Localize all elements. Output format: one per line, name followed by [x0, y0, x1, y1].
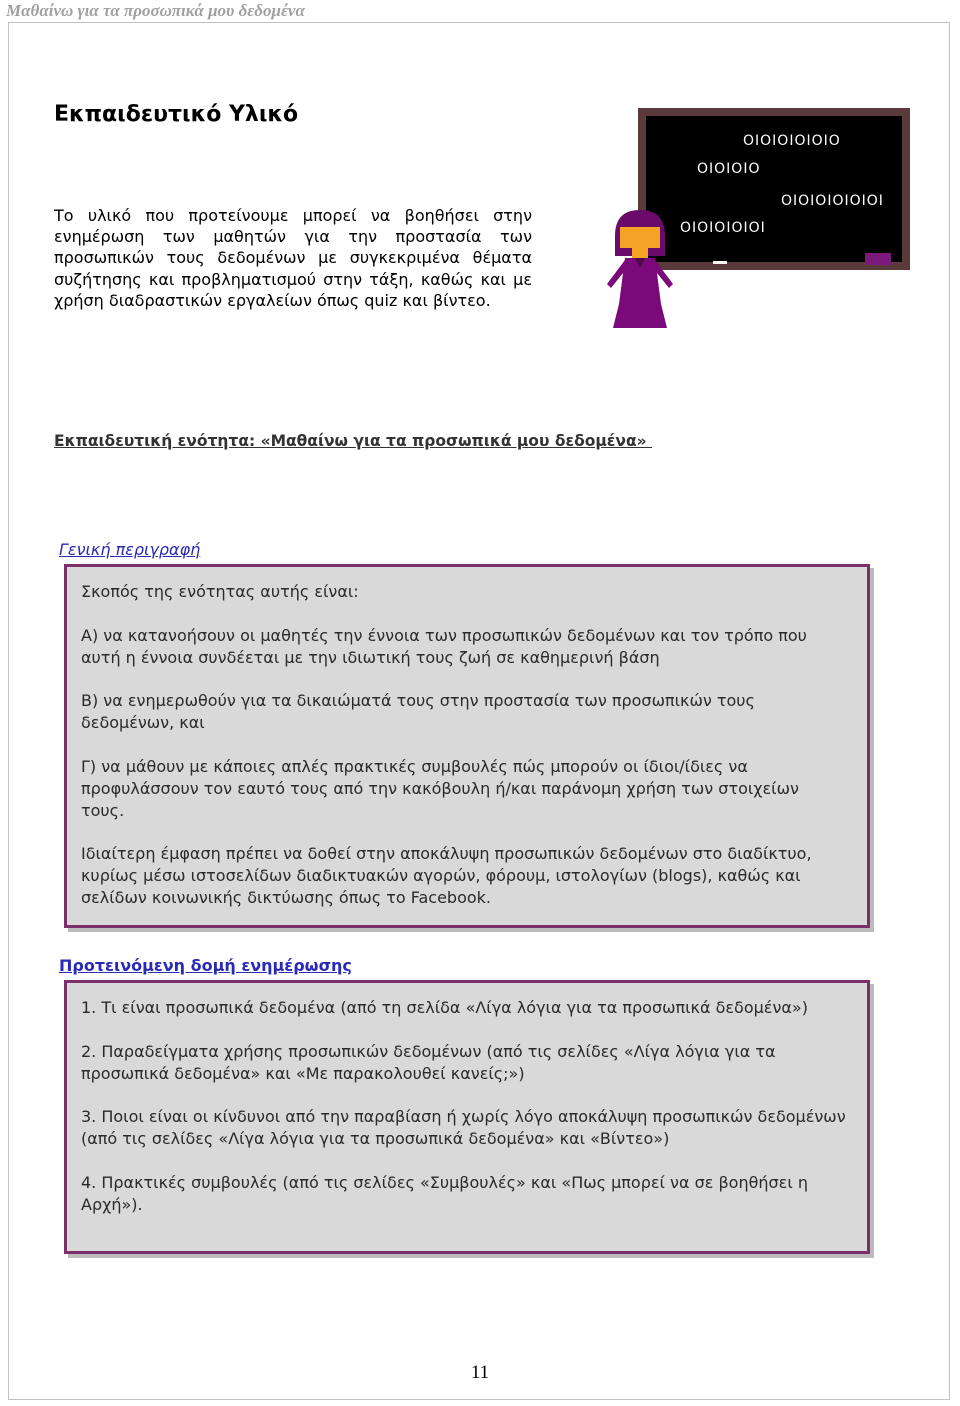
running-header: Μαθαίνω για τα προσωπικά μου δεδομένα: [6, 1, 305, 20]
page-number: 11: [470, 1362, 490, 1383]
structure-item-3: 3. Ποιοι είναι οι κίνδυνοι από την παραβίαση ή χωρίς λόγο αποκάλυψη προσωπικών δεδομένων (από τις σελίδες «Λίγα λόγια για τα προσωπικά δεδομένα» και «Βίντεο»): [81, 1107, 846, 1149]
chalk-mark: [713, 261, 727, 264]
page-title: Εκπαιδευτικό Υλικό: [54, 102, 299, 127]
eraser: [865, 253, 891, 265]
general-description-box: [64, 564, 870, 928]
suggested-structure-heading: Προτεινόμενη δομή ενημέρωσης: [59, 956, 352, 975]
purpose-a: Α) να κατανοήσουν οι μαθητές την έννοια των προσωπικών δεδομένων και τον τρόπο που αυτή η έννοια συνδέεται με την ιδιωτική τους ζωή σε καθημερινή βάση: [81, 625, 807, 667]
suggested-structure-box: [64, 980, 870, 1254]
structure-item-4: 4. Πρακτικές συμβουλές (από τις σελίδες «Συμβουλές» και «Πως μπορεί να σε βοηθήσει η Αρχή»).: [81, 1172, 808, 1214]
board-line-2: OIOIOIO: [697, 161, 761, 177]
purpose-intro: Σκοπός της ενότητας αυτής είναι:: [81, 582, 359, 601]
teacher-blackboard-illustration: [605, 108, 910, 334]
unit-title: Εκπαιδευτική ενότητα: «Μαθαίνω για τα προσωπικά μου δεδομένα»: [54, 432, 653, 450]
structure-item-2: 2. Παραδείγματα χρήσης προσωπικών δεδομένων (από τις σελίδες «Λίγα λόγια για τα προσωπικά δεδομένα» και «Με παρακολουθεί κανείς;»): [81, 1041, 776, 1083]
intro-paragraph: Το υλικό που προτείνουμε μπορεί να βοηθήσει στην ενημέρωση των μαθητών για την προστασία των προσωπικών τους δεδομένων με συγκεκριμένα θέματα συζήτησης και προβληματισμού στην τάξη, καθώς και με χρήση διαδραστικών εργαλείων όπως quiz και βίντεο.: [54, 206, 532, 310]
purpose-c: Γ) να μάθουν με κάποιες απλές πρακτικές συμβουλές πώς μπορούν οι ίδιοι/ίδιες να προφυλάσσουν τον εαυτό τους από την κακόβουλη ή/και παράνομη χρήση των στοιχείων τους.: [81, 756, 799, 820]
board-line-1: OIOIOIOIOIO: [743, 133, 841, 149]
emphasis-paragraph: Ιδιαίτερη έμφαση πρέπει να δοθεί στην αποκάλυψη προσωπικών δεδομένων στο διαδίκτυο, κυρίως μέσω ιστοσελίδων διαδικτυακών αγορών, φόρουμ, ιστολογίων (blogs), καθώς και σελίδων κοινωνικής δικτύωσης όπως το Facebook.: [81, 844, 812, 907]
purpose-b: Β) να ενημερωθούν για τα δικαιώματά τους στην προστασία των προσωπικών τους δεδομένων, και: [81, 691, 755, 733]
structure-item-1: 1. Τι είναι προσωπικά δεδομένα (από τη σελίδα «Λίγα λόγια για τα προσωπικά δεδομένα»): [81, 998, 808, 1017]
general-description-heading: Γενική περιγραφή: [59, 540, 201, 559]
board-line-4: OIOIOIOIOI: [680, 220, 766, 236]
board-line-3: OIOIOIOIOIOI: [781, 193, 884, 209]
